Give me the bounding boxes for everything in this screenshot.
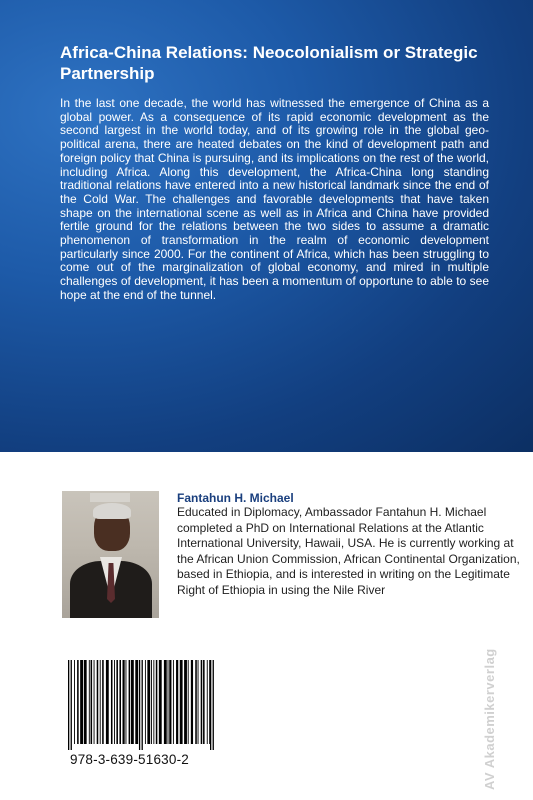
barcode-bar [168,660,169,744]
barcode-bar [119,660,121,744]
barcode-bar [184,660,187,744]
barcode-bar [176,660,178,744]
author-name: Fantahun H. Michael [177,491,294,505]
barcode-bar [129,660,131,744]
barcode-bar [164,660,167,744]
barcode-bar [131,660,134,744]
barcode-bar [147,660,150,744]
barcode-bar [100,660,101,744]
barcode-guard-bar [71,660,72,750]
barcode-bar [80,660,83,744]
barcode-bar [74,660,75,744]
barcode-bar [191,660,193,744]
barcode-bar [198,660,199,744]
barcode-bar [135,660,138,744]
barcode-bar [94,660,95,744]
barcode-bar [207,660,208,744]
barcode-bar [180,660,183,744]
publisher-logo [470,640,496,790]
barcode-bar [188,660,189,744]
barcode-bar [91,660,93,744]
barcode-bar [106,660,109,744]
barcode-bar [195,660,197,744]
barcode-bar [159,660,162,744]
barcode-guard-bar [68,660,69,750]
book-blurb: In the last one decade, the world has witnessed the emergence of China as a global power. As a consequence of its rapid economic development as the second largest in the world today, and of its growing role in the global geo-political arena, there are heated debates on the kind of development path and foreign policy that China is pursuing, and its implications on the rest of the world, including Africa. Along this development, the Africa-China long standing traditional relations have entered into a new historical landmark since the end of the Cold War. The challenges and favorable developments that have taken shape on the international scene as well as in Africa and China have provided fertile ground for the relations between the two sides to assume a dramatic phenomenon of transformation in the realm of economic development particularly since 2000. For the continent of Africa, which has been struggling to come out of the marginalization of global economy, and mired in multiple challenges of development, it has been a momentum of opportune to able to see hope at the end of the tunnel. [60,96,489,302]
barcode-bar [169,660,171,744]
barcode-bar [116,660,118,744]
barcode-bar [89,660,90,744]
barcode-guard-bar [139,660,140,750]
barcode [66,660,216,750]
barcode-guard-bar [213,660,214,750]
barcode-bar [123,660,125,744]
barcode-bar [126,660,127,744]
barcode-bar [77,660,79,744]
barcode-bar [173,660,174,744]
barcode-bar [151,660,152,744]
barcode-bar [156,660,158,744]
barcode-bar [201,660,203,744]
isbn-number: 978-3-639-51630-2 [70,752,189,767]
author-photo [62,491,159,618]
barcode-guard-bar [210,660,211,750]
author-photo-hair [93,503,131,519]
author-bio: Educated in Diplomacy, Ambassador Fantahun H. Michael completed a PhD on International Relations at the Atlantic International University, Hawaii, USA. He is currently working at the African Union Commission, African Continental Organization, based in Ethiopia, and is interested in writing on the Legitimate Right of Ethiopia in using the Nile River [177,505,520,597]
barcode-bar [153,660,154,744]
book-title: Africa-China Relations: Neocolonialism or Strategic Partnership [60,43,478,83]
barcode-bar [203,660,205,744]
barcode-bar [114,660,115,744]
barcode-bar [145,660,146,744]
barcode-bar [102,660,104,744]
barcode-bar [97,660,99,744]
publisher-logo-text: AV Akademikerverlag [482,648,497,790]
barcode-guard-bar [142,660,143,750]
barcode-bar [84,660,87,744]
photo-sign [90,493,130,502]
barcode-bar [111,660,113,744]
